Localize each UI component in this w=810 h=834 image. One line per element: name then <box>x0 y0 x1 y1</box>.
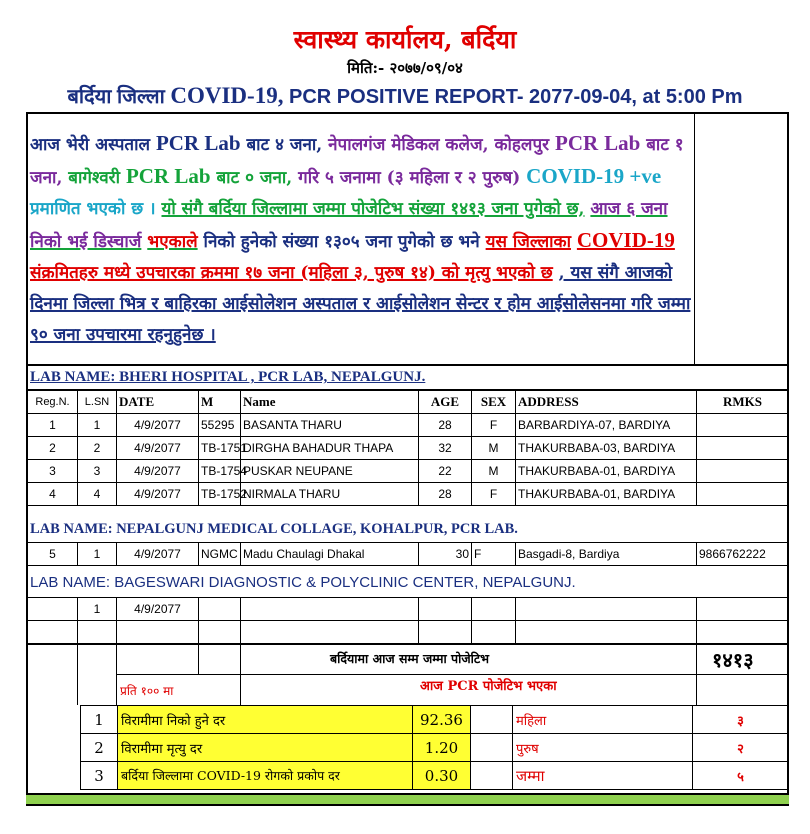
total-positive-label: बर्दियामा आज सम्म जम्मा पोजेटिभ <box>330 651 489 666</box>
cell-regn <box>28 598 78 621</box>
cell-regn: 1 <box>28 414 78 437</box>
totals-top-border <box>26 643 789 645</box>
office-title: स्वास्थ्य कार्यालय, बर्दिया <box>293 25 517 54</box>
table-header-row <box>28 391 789 414</box>
cell-address <box>516 598 697 621</box>
header-m: M <box>199 391 241 414</box>
totals-row-divider <box>116 674 789 675</box>
table-row <box>28 598 789 621</box>
today-positive-label: आज PCR पोजेटिभ भएका <box>420 679 557 694</box>
lab1-table <box>27 390 789 506</box>
cell-name <box>241 598 419 621</box>
header-date: DATE <box>117 391 199 414</box>
summary-text: पुरुष) <box>482 168 521 188</box>
stats-table <box>80 705 789 790</box>
cell-date: 4/9/2077 <box>117 543 199 566</box>
cell-empty <box>516 621 697 644</box>
header-sex: SEX <box>472 391 516 414</box>
summary-text: बागेश्वरी <box>68 168 121 188</box>
cell-m: 55295 <box>199 414 241 437</box>
summary-text: यस जिल्लाका <box>485 232 571 252</box>
table-row <box>28 414 789 437</box>
cell-empty <box>471 734 513 762</box>
summary-text: भएकाले <box>147 232 198 252</box>
cell-rmks <box>697 598 789 621</box>
gender-value: ३ <box>693 706 789 734</box>
cell-empty <box>697 621 789 644</box>
lab3-table <box>27 597 789 644</box>
cell-empty <box>117 621 199 644</box>
cell-lsn: 4 <box>78 483 117 506</box>
cell-date: 4/9/2077 <box>117 598 199 621</box>
cell-m: TB-1754 <box>199 460 241 483</box>
cell-date: 4/9/2077 <box>117 460 199 483</box>
cell-sex: F <box>472 543 516 566</box>
cell-lsn: 1 <box>78 414 117 437</box>
report-date: मिति:- २०७७/०९/०४ <box>347 59 463 77</box>
cell-sex: M <box>472 460 516 483</box>
table-row <box>81 706 789 734</box>
report-heading-covid: COVID-19, <box>170 83 284 108</box>
cell-name: Madu Chaulagi Dhakal <box>241 543 419 566</box>
stat-sn: 2 <box>81 734 118 762</box>
footer-bar <box>26 793 789 804</box>
header-rmks: RMKS <box>697 391 789 414</box>
stat-label: विरामीमा निको हुने दर <box>118 706 413 734</box>
summary-side-divider <box>694 112 695 366</box>
summary-text: COVID-19 <box>576 228 675 252</box>
totals-divider <box>77 645 78 705</box>
cell-name: NIRMALA THARU <box>241 483 419 506</box>
cell-lsn: 3 <box>78 460 117 483</box>
stat-value: 92.36 <box>413 706 471 734</box>
stat-label: विरामीमा मृत्यु दर <box>118 734 413 762</box>
summary-text: PCR Lab <box>125 164 211 188</box>
total-positive-value: १४१३ <box>712 648 754 672</box>
summary-text: , यस संगै आजको दिनमा जिल्ला भित्र र बाहिरका आईसोलेशन अस्पताल र आईसोलेशन सेन्टर र होम आईसोलेसनमा गरि जम्मा ९० जना उपचारमा रहनुहुनेछ । <box>30 263 691 345</box>
summary-text: PCR <box>555 131 599 155</box>
totals-divider <box>240 645 241 705</box>
cell-m <box>199 598 241 621</box>
table-row <box>28 437 789 460</box>
summary-text: संक्रमितहरु मध्ये उपचारका क्रममा १७ जना (महिला ३, पुरुष १४) को मृत्यु भएको छ <box>30 263 553 283</box>
cell-name: PUSKAR NEUPANE <box>241 460 419 483</box>
summary-text: प्रमाणित भएको छ । <box>30 199 156 219</box>
header-regn: Reg.N. <box>28 391 78 414</box>
cell-empty <box>199 621 241 644</box>
cell-address: THAKURBABA-01, BARDIYA <box>516 483 697 506</box>
cell-age: 32 <box>419 437 472 460</box>
summary-text: नेपालगंज मेडिकल कलेज, कोहलपुर <box>328 135 550 155</box>
gender-label: जम्मा <box>513 762 693 790</box>
cell-empty <box>471 706 513 734</box>
cell-empty <box>28 621 78 644</box>
cell-regn: 2 <box>28 437 78 460</box>
summary-text: निको हुनेको संख्या १३०५ जना पुगेको छ भने <box>203 232 480 252</box>
table-row <box>28 460 789 483</box>
cell-address: Basgadi-8, Bardiya <box>516 543 697 566</box>
cell-address: THAKURBABA-01, BARDIYA <box>516 460 697 483</box>
summary-text: PCR Lab <box>155 131 241 155</box>
cell-rmks: 9866762222 <box>697 543 789 566</box>
summary-text: बाट ४ जना, <box>246 135 323 155</box>
cell-name: BASANTA THARU <box>241 414 419 437</box>
totals-divider <box>696 645 697 705</box>
cell-rmks <box>697 414 789 437</box>
cell-age: 28 <box>419 483 472 506</box>
report-heading-rest: PCR POSITIVE REPORT- 2077-09-04, at 5:00 Pm <box>289 86 743 108</box>
cell-date: 4/9/2077 <box>117 414 199 437</box>
cell-empty <box>419 621 472 644</box>
cell-name: DIRGHA BAHADUR THAPA <box>241 437 419 460</box>
header-lsn: L.SN <box>78 391 117 414</box>
cell-empty <box>241 621 419 644</box>
cell-age <box>419 598 472 621</box>
lab3-name: LAB NAME: BAGESWARI DIAGNOSTIC & POLYCLINIC CENTER, NEPALGUNJ. <box>30 574 576 591</box>
gender-label: पुरुष <box>513 734 693 762</box>
totals-divider <box>116 645 117 705</box>
lab2-table <box>27 542 789 566</box>
stat-sn: 3 <box>81 762 118 790</box>
header-age: AGE <box>419 391 472 414</box>
stat-value: 1.20 <box>413 734 471 762</box>
cell-empty <box>78 621 117 644</box>
cell-lsn: 2 <box>78 437 117 460</box>
summary-bottom-border <box>26 364 789 366</box>
cell-empty <box>472 621 516 644</box>
cell-age: 30 <box>419 543 472 566</box>
cell-m: TB-1752 <box>199 483 241 506</box>
table-row <box>28 621 789 644</box>
table-row <box>28 483 789 506</box>
header-address: ADDRESS <box>516 391 697 414</box>
cell-sex: M <box>472 437 516 460</box>
cell-lsn: 1 <box>78 598 117 621</box>
summary-text: आज ६ जना निको भई डिस्चार्ज <box>30 199 668 252</box>
summary-text: Lab <box>604 131 641 155</box>
cell-age: 28 <box>419 414 472 437</box>
stat-label: बर्दिया जिल्लामा COVID-19 रोगको प्रकोप दर <box>118 762 413 790</box>
summary-text: आज भेरी अस्पताल <box>30 135 151 155</box>
gender-value: २ <box>693 734 789 762</box>
lab2-name: LAB NAME: NEPALGUNJ MEDICAL COLLAGE, KOHALPUR, PCR LAB. <box>30 521 518 537</box>
cell-sex: F <box>472 483 516 506</box>
cell-sex: F <box>472 414 516 437</box>
per-100-label: प्रति १०० मा <box>120 684 174 698</box>
gender-label: महिला <box>513 706 693 734</box>
cell-rmks <box>697 437 789 460</box>
summary-text: यो संगै बर्दिया जिल्लामा जम्मा पोजेटिभ संख्या १४१३ जना पुगेको छ, <box>161 199 585 219</box>
table-row <box>28 543 789 566</box>
summary-text: गरि ५ जनामा (३ महिला र २ <box>298 168 477 188</box>
cell-lsn: 1 <box>78 543 117 566</box>
cell-date: 4/9/2077 <box>117 483 199 506</box>
stat-sn: 1 <box>81 706 118 734</box>
cell-rmks <box>697 483 789 506</box>
cell-date: 4/9/2077 <box>117 437 199 460</box>
stat-value: 0.30 <box>413 762 471 790</box>
report-heading <box>0 82 810 109</box>
cell-regn: 4 <box>28 483 78 506</box>
cell-regn: 5 <box>28 543 78 566</box>
report-heading-prefix: बर्दिया जिल्ला <box>67 86 165 108</box>
cell-m: TB-1751 <box>199 437 241 460</box>
cell-m: NGMC <box>199 543 241 566</box>
cell-address: BARBARDIYA-07, BARDIYA <box>516 414 697 437</box>
gender-value: ५ <box>693 762 789 790</box>
header-name: Name <box>241 391 419 414</box>
lab1-name: LAB NAME: BHERI HOSPITAL , PCR LAB, NEPALGUNJ. <box>30 369 426 385</box>
totals-divider <box>198 645 199 675</box>
cell-empty <box>471 762 513 790</box>
cell-age: 22 <box>419 460 472 483</box>
table-row <box>81 762 789 790</box>
summary-text: बाट ० जना, <box>216 168 293 188</box>
table-row <box>81 734 789 762</box>
cell-sex <box>472 598 516 621</box>
summary-text: COVID-19 +ve <box>526 164 662 188</box>
summary-paragraph <box>30 128 692 351</box>
cell-regn: 3 <box>28 460 78 483</box>
cell-rmks <box>697 460 789 483</box>
cell-address: THAKURBABA-03, BARDIYA <box>516 437 697 460</box>
summary-text: बाट १ जना, <box>30 135 684 188</box>
